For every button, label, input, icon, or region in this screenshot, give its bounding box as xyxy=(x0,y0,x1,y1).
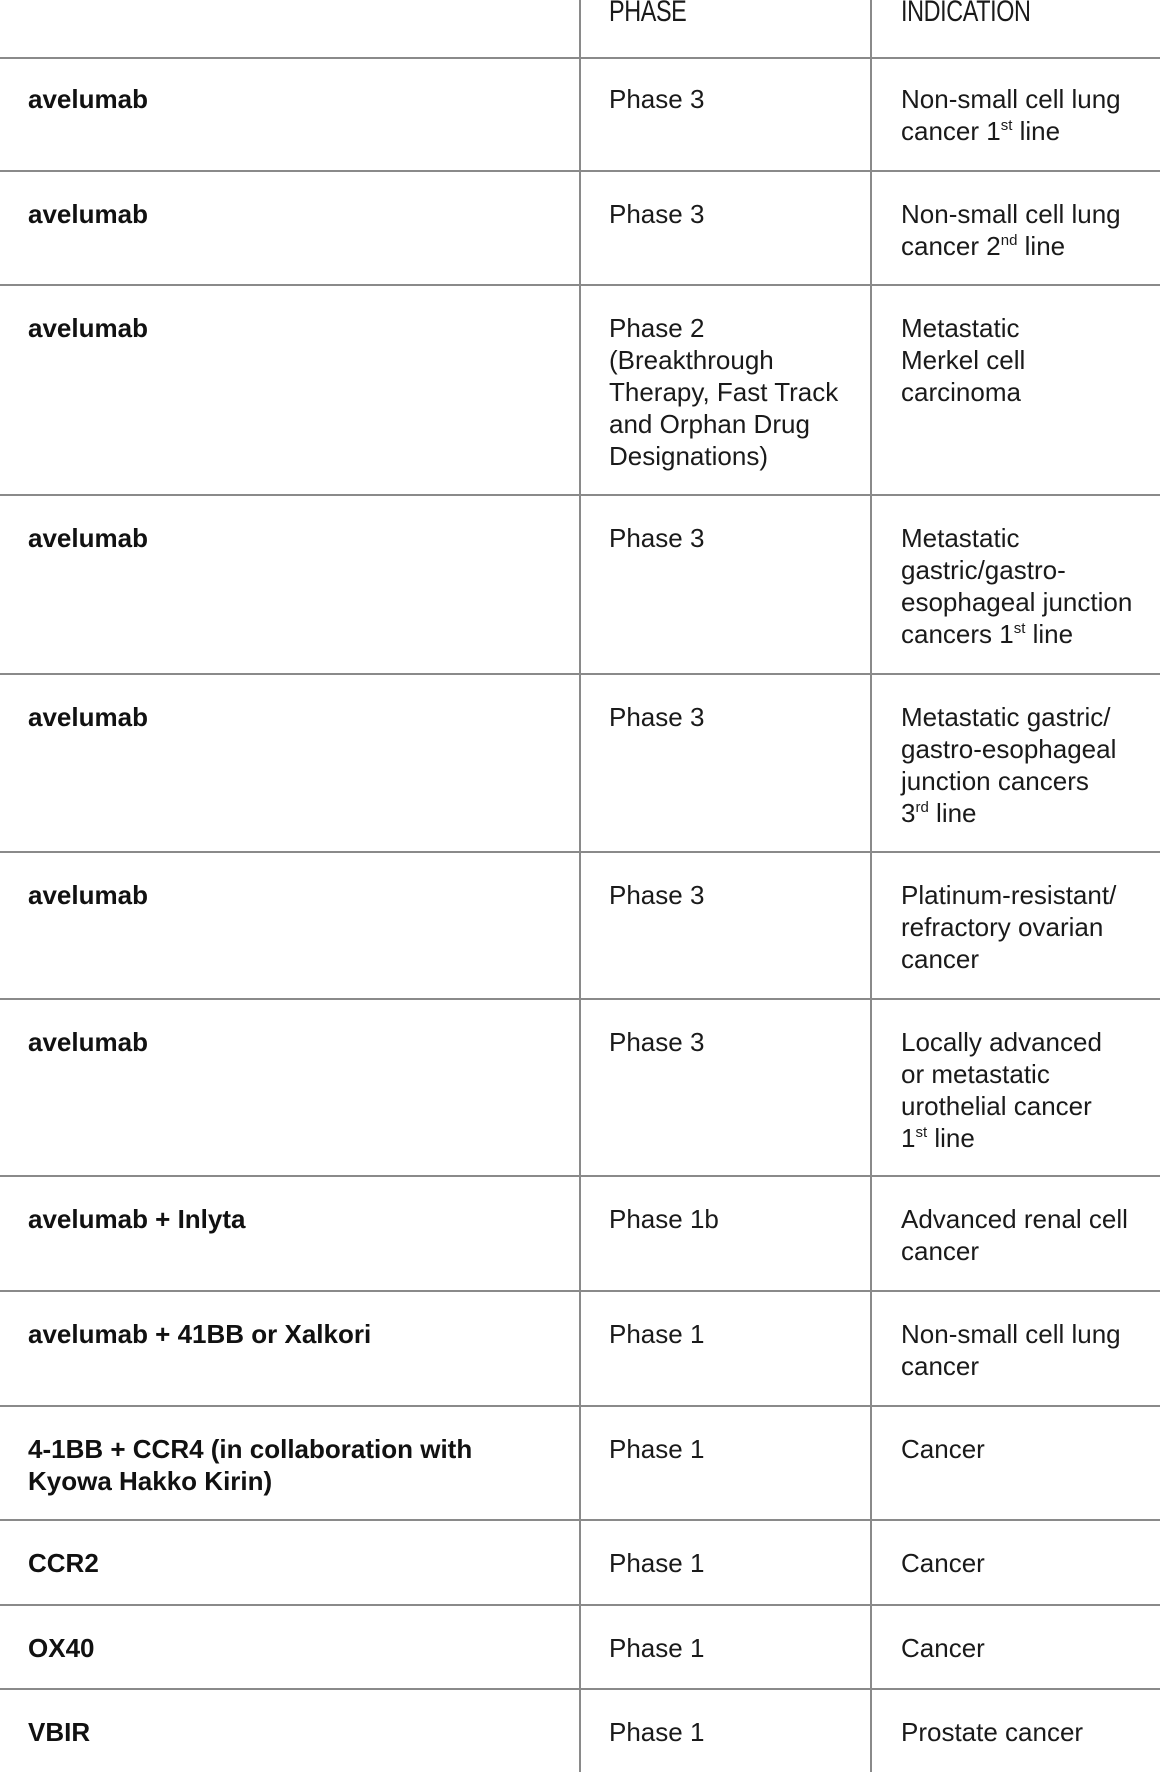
indication-line xyxy=(901,1318,1156,1350)
indication-text: line xyxy=(1025,619,1074,649)
compound-name xyxy=(28,312,548,344)
indication-text: line xyxy=(928,798,977,828)
phase-line: Phase 1 xyxy=(609,1319,705,1349)
indication-text: Cancer xyxy=(901,1633,985,1663)
phase-cell xyxy=(609,1026,859,1058)
indication-text: carcinoma xyxy=(901,377,1021,407)
indication-text: Prostate cancer xyxy=(901,1717,1084,1747)
table-row xyxy=(0,675,1160,853)
indication-text: cancer xyxy=(901,944,980,974)
compound-name xyxy=(28,1318,548,1350)
table-row xyxy=(0,1000,1160,1177)
indication-line xyxy=(901,376,1156,408)
indication-line xyxy=(901,1350,1156,1382)
indication-line xyxy=(901,1632,1156,1664)
compound-name xyxy=(28,522,548,554)
table-row xyxy=(0,1292,1160,1407)
phase-cell xyxy=(609,1632,859,1664)
indication-cell xyxy=(901,1026,1156,1154)
indication-text: Locally advanced xyxy=(901,1027,1102,1057)
phase-line: Phase 3 xyxy=(609,702,705,732)
ordinal-suffix: rd xyxy=(915,799,929,816)
indication-text: refractory ovarian xyxy=(901,912,1104,942)
indication-cell xyxy=(901,312,1156,408)
compound-name xyxy=(28,1433,548,1497)
compound-name-line: OX40 xyxy=(28,1633,95,1663)
table-row xyxy=(0,1521,1160,1606)
indication-text: urothelial cancer xyxy=(901,1091,1092,1121)
compound-name-line: 4-1BB + CCR4 (in collaboration with xyxy=(28,1434,473,1464)
indication-line xyxy=(901,1547,1156,1579)
indication-cell xyxy=(901,879,1156,975)
indication-line xyxy=(901,797,1156,829)
indication-text: Advanced renal cell xyxy=(901,1204,1128,1234)
indication-cell xyxy=(901,1547,1156,1579)
phase-cell xyxy=(609,1547,859,1579)
indication-line xyxy=(901,879,1156,911)
phase-line: Phase 3 xyxy=(609,880,705,910)
indication-text: line xyxy=(1017,231,1066,261)
phase-cell xyxy=(609,701,859,733)
indication-line xyxy=(901,554,1156,586)
indication-text: Non-small cell lung xyxy=(901,84,1121,114)
indication-cell xyxy=(901,1318,1156,1382)
phase-line: Phase 1 xyxy=(609,1548,705,1578)
indication-line xyxy=(901,115,1156,147)
compound-name-line: VBIR xyxy=(28,1717,91,1747)
ordinal-suffix: st xyxy=(1000,117,1013,134)
indication-text: gastric/gastro- xyxy=(901,555,1066,585)
column-header-indication: INDICATION xyxy=(901,0,1031,28)
indication-text: Platinum-resistant/ xyxy=(901,880,1117,910)
indication-text: gastro-esophageal xyxy=(901,734,1117,764)
indication-cell xyxy=(901,83,1156,147)
phase-cell xyxy=(609,1203,859,1235)
ordinal-suffix: nd xyxy=(1000,232,1018,249)
indication-text: cancer 2 xyxy=(901,231,1001,261)
phase-line: Phase 3 xyxy=(609,523,705,553)
indication-line xyxy=(901,733,1156,765)
phase-line: Phase 1 xyxy=(609,1717,705,1747)
indication-line xyxy=(901,1716,1156,1748)
table-row xyxy=(0,853,1160,1000)
table-row xyxy=(0,1177,1160,1292)
phase-line: (Breakthrough xyxy=(609,345,774,375)
table-row xyxy=(0,1407,1160,1521)
phase-line: Phase 1 xyxy=(609,1434,705,1464)
compound-name xyxy=(28,83,548,115)
indication-line xyxy=(901,1433,1156,1465)
indication-line xyxy=(901,522,1156,554)
phase-line: Designations) xyxy=(609,441,768,471)
indication-line xyxy=(901,1090,1156,1122)
compound-name-line: avelumab xyxy=(28,84,148,114)
compound-name xyxy=(28,1716,548,1748)
indication-text: Non-small cell lung xyxy=(901,199,1121,229)
indication-text: cancer 1 xyxy=(901,116,1001,146)
phase-line: Phase 1 xyxy=(609,1633,705,1663)
phase-line: Phase 3 xyxy=(609,1027,705,1057)
indication-text: line xyxy=(927,1123,975,1153)
compound-name xyxy=(28,1026,548,1058)
indication-line xyxy=(901,765,1156,797)
indication-line xyxy=(901,344,1156,376)
compound-name-line: avelumab + Inlyta xyxy=(28,1204,246,1234)
phase-line: Phase 1b xyxy=(609,1204,719,1234)
column-header-phase: PHASE xyxy=(609,0,687,28)
indication-line xyxy=(901,1026,1156,1058)
table-row xyxy=(0,57,1160,172)
compound-name-line: avelumab xyxy=(28,880,148,910)
indication-text: cancer xyxy=(901,1351,980,1381)
phase-line: and Orphan Drug xyxy=(609,409,810,439)
indication-line xyxy=(901,312,1156,344)
phase-cell xyxy=(609,1716,859,1748)
indication-text: 1 xyxy=(901,1123,916,1153)
indication-text: Merkel cell xyxy=(901,345,1026,375)
indication-text: Non-small cell lung xyxy=(901,1319,1121,1349)
phase-cell xyxy=(609,879,859,911)
ordinal-suffix: st xyxy=(915,1124,928,1141)
indication-cell xyxy=(901,1716,1156,1748)
indication-text: or metastatic xyxy=(901,1059,1050,1089)
indication-text: 3 xyxy=(901,798,916,828)
indication-text: Metastatic xyxy=(901,523,1020,553)
phase-cell xyxy=(609,312,859,472)
indication-cell xyxy=(901,1433,1156,1465)
ordinal-suffix: st xyxy=(1013,620,1026,637)
phase-cell xyxy=(609,198,859,230)
compound-name xyxy=(28,879,548,911)
compound-name xyxy=(28,1547,548,1579)
indication-cell xyxy=(901,1203,1156,1267)
compound-name xyxy=(28,701,548,733)
compound-name xyxy=(28,198,548,230)
table-row xyxy=(0,172,1160,286)
indication-text: Cancer xyxy=(901,1548,985,1578)
phase-line: Phase 3 xyxy=(609,199,705,229)
table-row xyxy=(0,496,1160,675)
indication-line xyxy=(901,1122,1156,1154)
indication-line xyxy=(901,230,1156,262)
phase-cell xyxy=(609,1433,859,1465)
compound-name-line: avelumab xyxy=(28,1027,148,1057)
indication-line xyxy=(901,1235,1156,1267)
compound-name-line: avelumab xyxy=(28,702,148,732)
indication-line xyxy=(901,701,1156,733)
indication-text: Metastatic gastric/ xyxy=(901,702,1111,732)
phase-cell xyxy=(609,1318,859,1350)
indication-line xyxy=(901,1058,1156,1090)
indication-cell xyxy=(901,701,1156,829)
phase-line: Phase 2 xyxy=(609,313,705,343)
table-row xyxy=(0,1690,1160,1770)
phase-cell xyxy=(609,522,859,554)
table-row xyxy=(0,286,1160,496)
indication-text: Metastatic xyxy=(901,313,1020,343)
indication-line xyxy=(901,198,1156,230)
compound-name-line: avelumab + 41BB or Xalkori xyxy=(28,1319,372,1349)
compound-name-line: avelumab xyxy=(28,523,148,553)
compound-name-line: avelumab xyxy=(28,313,148,343)
phase-cell xyxy=(609,83,859,115)
compound-name-line: avelumab xyxy=(28,199,148,229)
table-row xyxy=(0,1606,1160,1690)
indication-cell xyxy=(901,1632,1156,1664)
indication-line xyxy=(901,943,1156,975)
indication-line xyxy=(901,1203,1156,1235)
indication-text: esophageal junction xyxy=(901,587,1133,617)
indication-line xyxy=(901,83,1156,115)
indication-text: Cancer xyxy=(901,1434,985,1464)
indication-cell xyxy=(901,198,1156,262)
compound-name-line: CCR2 xyxy=(28,1548,99,1578)
compound-name-line: Kyowa Hakko Kirin) xyxy=(28,1466,273,1496)
indication-text: junction cancers xyxy=(901,766,1089,796)
indication-cell xyxy=(901,522,1156,650)
compound-name xyxy=(28,1203,548,1235)
compound-name xyxy=(28,1632,548,1664)
indication-line xyxy=(901,586,1156,618)
indication-line xyxy=(901,911,1156,943)
indication-line xyxy=(901,618,1156,650)
indication-text: line xyxy=(1012,116,1061,146)
phase-line: Therapy, Fast Track xyxy=(609,377,839,407)
phase-line: Phase 3 xyxy=(609,84,705,114)
indication-text: cancers 1 xyxy=(901,619,1014,649)
indication-text: cancer xyxy=(901,1236,980,1266)
